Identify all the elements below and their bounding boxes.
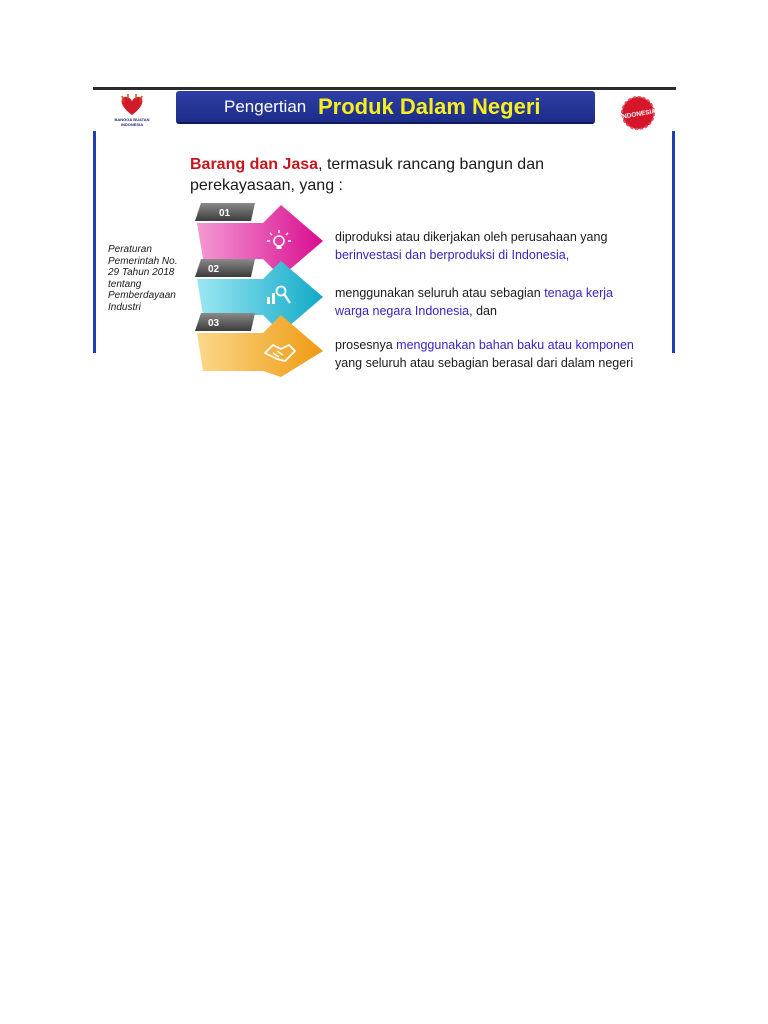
step-01-tab xyxy=(195,203,255,221)
heart-logo-icon xyxy=(110,93,154,117)
item-2-text: menggunakan seluruh atau sebagian xyxy=(335,286,545,300)
item-2-highlight-2: warga negara Indonesia xyxy=(335,304,470,318)
slide xyxy=(93,87,676,377)
criteria-item-1 xyxy=(335,228,607,264)
step-02-tab xyxy=(195,259,255,277)
step-03-number: 03 xyxy=(208,318,220,329)
bangga-buatan-indonesia-logo xyxy=(110,93,154,129)
intro-line2: perekayasaan, yang : xyxy=(190,177,343,194)
indonesia-badge-icon xyxy=(620,95,656,131)
title-light: Pengertian xyxy=(224,97,307,116)
item-3-line2: yang seluruh atau sebagian berasal dari dalam negeri xyxy=(335,356,634,370)
side-note-line: Pemerintah No. xyxy=(108,255,178,267)
item-3-highlight: menggunakan bahan baku atau komponen xyxy=(396,338,634,352)
side-note-line: Pemberdayaan xyxy=(108,290,176,301)
item-1-line1: diproduksi atau dikerjakan oleh perusahaan yang xyxy=(335,230,608,244)
logo-caption: BANGGA BUATAN INDONESIA xyxy=(114,117,150,127)
item-2-highlight: tenaga kerja xyxy=(544,286,613,300)
page-title: Produk Dalam Negeri xyxy=(318,94,541,119)
steps-graphic xyxy=(193,199,333,377)
item-3-text: prosesnya xyxy=(335,338,397,352)
badge-text: INDONESIA xyxy=(620,107,656,122)
intro-text xyxy=(190,154,610,196)
right-border xyxy=(672,131,675,353)
intro-line1: , termasuk rancang bangun dan xyxy=(318,156,544,173)
criteria-item-2 xyxy=(335,284,613,320)
item-2-end: , dan xyxy=(469,304,497,318)
side-note-line: 29 Tahun 2018 xyxy=(108,267,175,278)
side-note-line: Peraturan xyxy=(108,244,152,255)
indonesia-logo xyxy=(620,95,656,131)
step-03-tab xyxy=(195,313,255,331)
side-note xyxy=(108,244,193,313)
step-01-number: 01 xyxy=(219,208,231,219)
left-border xyxy=(93,131,96,353)
intro-highlight: Barang dan Jasa xyxy=(190,156,319,173)
top-rule xyxy=(93,87,676,90)
side-note-line: tentang xyxy=(108,278,142,290)
side-note-line: Industri xyxy=(108,301,141,313)
item-1-line2: berinvestasi dan berproduksi di Indonesia, xyxy=(335,248,570,262)
step-02-number: 02 xyxy=(208,264,220,275)
title-bar xyxy=(176,91,595,124)
criteria-item-3 xyxy=(335,336,634,372)
